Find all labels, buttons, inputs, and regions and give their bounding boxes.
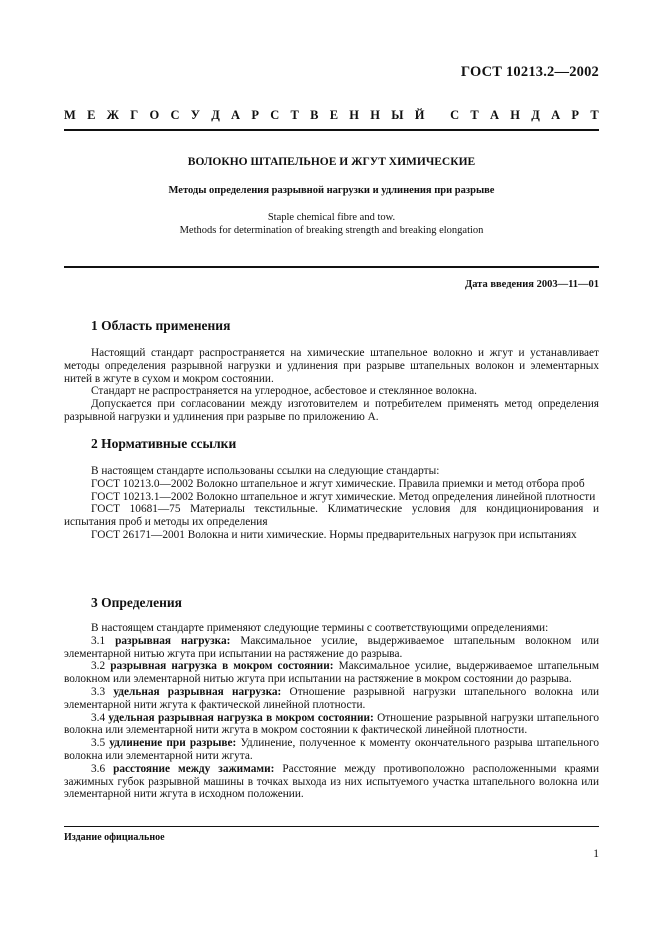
banner-letter: Р bbox=[251, 108, 259, 122]
document-number: ГОСТ 10213.2—2002 bbox=[460, 64, 599, 80]
definition-item bbox=[64, 635, 599, 661]
banner-gap bbox=[436, 108, 439, 123]
definition-number: 3.6 bbox=[91, 762, 106, 775]
standard-banner bbox=[64, 108, 599, 123]
paragraph: Допускается при согласовании между изготовителем и потребителем применять метод определения разрывной нагрузки и удлинения при разрыве по приложению А. bbox=[64, 398, 599, 423]
banner-letter: А bbox=[551, 108, 561, 122]
definition-item bbox=[64, 763, 599, 801]
definition-text: Отношение разрывной нагрузки штапельного волокна или элементарной нити жгута в мокром состоянии к фактической линейной плотности. bbox=[64, 711, 600, 737]
banner-letter: Е bbox=[329, 108, 339, 122]
reference-item: ГОСТ 10213.0—2002 Волокно штапельное и жгут химические. Правила приемки и метод отбора проб bbox=[91, 477, 585, 490]
english-title bbox=[64, 211, 599, 237]
english-title-line-1: Staple chemical fibre and tow. bbox=[267, 212, 396, 223]
page-number: 1 bbox=[593, 848, 599, 860]
banner-letter: Е bbox=[87, 108, 96, 122]
banner-letter: Д bbox=[531, 108, 540, 122]
english-title-line-2: Methods for determination of breaking strength and breaking elongation bbox=[179, 225, 484, 236]
banner-letter: Й bbox=[414, 108, 425, 122]
banner-letter: В bbox=[310, 108, 319, 122]
banner-letter: О bbox=[149, 108, 160, 122]
definition-term: удельная разрывная нагрузка: bbox=[113, 685, 282, 698]
top-divider bbox=[64, 129, 599, 131]
banner-letter: А bbox=[490, 108, 500, 122]
banner-letter: Н bbox=[349, 108, 360, 122]
definition-number: 3.3 bbox=[91, 685, 106, 698]
document-subtitle: Методы определения разрывной нагрузки и удлинения при разрыве bbox=[168, 185, 495, 196]
banner-letter: С bbox=[450, 108, 460, 122]
banner-letter: С bbox=[270, 108, 280, 122]
banner-letter: Р bbox=[571, 108, 580, 122]
introduction-date: Дата введения 2003—11—01 bbox=[464, 279, 599, 290]
definition-number: 3.4 bbox=[91, 711, 106, 724]
section-3-body bbox=[64, 622, 599, 801]
footer-divider bbox=[64, 826, 599, 827]
definition-text: Максимальное усилие, выдерживаемое штапельным волокном или элементарной нитью жгута при испытании на растяжение до разрыва. bbox=[64, 634, 599, 660]
reference-item: ГОСТ 26171—2001 Волокна и нити химические. Нормы предварительных нагрузок при испытаниях bbox=[91, 528, 577, 541]
section-1-body bbox=[64, 347, 599, 424]
banner-letter: Ж bbox=[106, 108, 120, 122]
banner-letter: Д bbox=[211, 108, 220, 122]
definition-item bbox=[64, 737, 599, 763]
definition-number: 3.2 bbox=[91, 660, 106, 673]
banner-letter: Ы bbox=[391, 108, 404, 122]
reference-item: ГОСТ 10213.1—2002 Волокно штапельное и жгут химические. Метод определения линейной плотности bbox=[91, 490, 596, 503]
reference-item: ГОСТ 10681—75 Материалы текстильные. Климатические условия для кондиционирования и испытания проб и методы их определения bbox=[64, 503, 599, 529]
official-edition-label: Издание официальное bbox=[64, 832, 165, 843]
definition-text: Удлинение, полученное к моменту окончательного разрыва штапельного волокна или элементарной нити жгута. bbox=[64, 737, 599, 762]
paragraph: В настоящем стандарте использованы ссылки на следующие стандарты: bbox=[91, 465, 440, 477]
section-1-heading: 1 Область применения bbox=[91, 318, 231, 333]
title-divider bbox=[64, 266, 599, 268]
banner-letter: М bbox=[64, 108, 76, 122]
definition-item bbox=[64, 712, 599, 738]
definition-item bbox=[64, 686, 599, 712]
banner-letter: Т bbox=[290, 108, 299, 122]
definition-number: 3.5 bbox=[91, 737, 106, 750]
banner-letter: А bbox=[231, 108, 241, 122]
paragraph: Настоящий стандарт распространяется на химические штапельное волокно и жгут и устанавливает методы определения разрывной нагрузки и удлинения при разрыве штапельных волокон и элементарных нитей в жгуте в сухом и мокром состоянии. bbox=[64, 347, 599, 385]
definition-text: Расстояние между противоположно расположенными краями зажимных губок разрывной машины в точках выхода из них испытуемого участка штапельного волокна или элементарной нити жгута в исходном положении. bbox=[64, 762, 599, 801]
definition-term: разрывная нагрузка в мокром состоянии: bbox=[110, 660, 334, 673]
section-3-heading: 3 Определения bbox=[91, 595, 182, 610]
banner-letter: Т bbox=[590, 108, 599, 122]
document-title: ВОЛОКНО ШТАПЕЛЬНОЕ И ЖГУТ ХИМИЧЕСКИЕ bbox=[187, 156, 476, 168]
banner-letter: У bbox=[190, 108, 200, 122]
paragraph: В настоящем стандарте применяют следующие термины с соответствующими определениями: bbox=[91, 622, 549, 634]
paragraph: Стандарт не распространяется на углеродное, асбестовое и стеклянное волокна. bbox=[91, 385, 477, 398]
banner-letter: Н bbox=[510, 108, 521, 122]
definition-term: удлинение при разрыве: bbox=[109, 737, 237, 750]
definition-text: Максимальное усилие, выдерживаемое штапельным волокном или элементарной нитью жгута при испытании на растяжение в мокром состоянии до разрыва. bbox=[64, 660, 600, 686]
banner-letter: Т bbox=[470, 108, 479, 122]
definition-number: 3.1 bbox=[91, 634, 106, 647]
definition-term: удельная разрывная нагрузка в мокром состоянии: bbox=[108, 711, 374, 724]
section-2-heading: 2 Нормативные ссылки bbox=[91, 436, 237, 451]
banner-letter: С bbox=[170, 108, 180, 122]
definition-term: разрывная нагрузка: bbox=[115, 634, 231, 647]
section-2-body bbox=[64, 465, 599, 542]
banner-letter: Н bbox=[370, 108, 380, 122]
definition-text: Отношение разрывной нагрузки штапельного волокна или элементарной нити жгута к фактической линейной плотности. bbox=[64, 685, 599, 711]
definition-item bbox=[64, 660, 599, 686]
definition-term: расстояние между зажимами: bbox=[113, 762, 275, 775]
banner-letter: Г bbox=[130, 108, 139, 122]
